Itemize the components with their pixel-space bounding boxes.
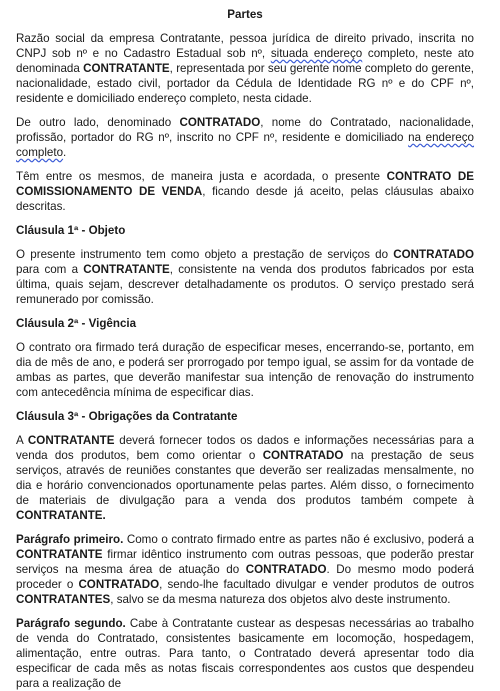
spellcheck-underlined-text: na endereço completo (16, 131, 475, 159)
text-run: Como o contrato firmado entre as partes não é exclusivo, poderá a (123, 533, 474, 546)
text-run: firmar idêntico instrumento com outras pessoas, que poderão prestar serviços na mesma área de atuação do (16, 548, 474, 576)
text-run: O contrato ora firmado terá duração de especificar meses, encerrando-se, portanto, em dia de mês de ano, e poderá ser prorrogado por tempo igual, se assim for da vontade de ambas as partes, que deverão manifestar sua intenção de renovação do instrumento com antecedência mínima de especificar dias. (16, 341, 474, 399)
bold-text: CONTRATANTES (16, 593, 111, 606)
bold-text: CONTRATANTE (83, 263, 170, 276)
bold-text: CONTRATANTE (16, 548, 103, 561)
text-run: . Do mesmo modo poderá proceder o (16, 563, 474, 591)
paragraph-contratante (16, 31, 474, 106)
paragraph-objeto (16, 247, 474, 307)
bold-text: CONTRATO DE COMISSIONAMENTO DE VENDA (16, 170, 474, 198)
bold-text: CONTRATANTE (27, 434, 115, 447)
text-run: , salvo se da mesma natureza dos objetos alvo deste instrumento. (110, 593, 451, 606)
text-run: De outro lado, denominado (16, 116, 180, 129)
text-run: deverá fornecer todos os dados e informações necessárias para a venda dos produtos, bem como orientar o (16, 434, 474, 462)
text-run: completo, neste ato denominada (16, 47, 474, 75)
clause-1-heading: Cláusula 1ª - Objeto (16, 224, 126, 237)
clause-2-heading: Cláusula 2ª - Vigência (16, 317, 137, 330)
bold-text: CONTRATADO (179, 116, 261, 129)
text-run: . (63, 146, 67, 159)
bold-text: CONTRATANTE (83, 62, 170, 75)
clause-3-heading: Cláusula 3ª - Obrigações da Contratante (16, 410, 238, 423)
text-run: , nome do Contratado, nacionalidade, profissão, portador do RG nº, inscrito no CPF nº, residente e domiciliado (16, 116, 474, 144)
text-run: A (16, 434, 28, 447)
paragraph-vigencia (16, 340, 474, 400)
paragraph-label: Parágrafo segundo. (16, 617, 126, 630)
paragraph-obrigacoes (16, 433, 474, 523)
text-run: Têm entre os mesmos, de maneira justa e acordada, o presente (16, 170, 387, 183)
bold-text: CONTRATANTE. (16, 509, 106, 522)
text-run: na prestação de seus serviços, através de reuniões constantes que deverão ser realizadas mensalmente, no dia e horário convencionados oportunamente pelas partes. Além disso, o fornecimento de materiais de divulgação para a venda dos produtos também compete à (16, 449, 474, 507)
document-title: Partes (227, 8, 263, 21)
spellcheck-underlined-text: situada endereço (270, 47, 363, 60)
text-run: , representada por seu gerente nome completo do gerente, nacionalidade, estado civil, portador da Cédula de Identidade RG nº e do CPF nº, residente e domiciliado endereço completo, nesta cidade. (16, 62, 474, 105)
text-run: , sendo-lhe facultado divulgar e vender produtos de outros (159, 578, 474, 591)
text-run: , ficando desde já aceito, pelas cláusulas abaixo descritas. (16, 185, 474, 213)
bold-text: CONTRATADO (245, 563, 327, 576)
bold-text: CONTRATADO (262, 449, 344, 462)
bold-text: CONTRATADO (393, 248, 474, 261)
text-run: Razão social da empresa Contratante, pessoa jurídica de direito privado, inscrita no CNPJ sob nº e no Cadastro Estadual sob nº, (16, 32, 474, 60)
text-run: para com a (16, 263, 84, 276)
bold-text: CONTRATADO (78, 578, 160, 591)
text-run: Cabe à Contratante custear as despesas necessárias ao trabalho de venda do Contratado, consistentes basicamente em locomoção, hospedagem, alimentação, entre outras. Para tanto, o Contratado deverá apresentar todo dia especificar de cada mês as notas fiscais correspondentes aos custos que despendeu para a realização de (16, 617, 474, 690)
paragraph-primeiro (16, 532, 474, 607)
paragraph-contratado (16, 115, 474, 160)
paragraph-segundo (16, 616, 474, 691)
paragraph-label: Parágrafo primeiro. (16, 533, 124, 546)
text-run: , consistente na venda dos produtos fabricados por esta última, quais sejam, descrever detalhadamente os produtos. O serviço prestado será remunerado por comissão. (16, 263, 474, 306)
paragraph-agreement (16, 169, 474, 214)
text-run: O presente instrumento tem como objeto a prestação de serviços do (16, 248, 394, 261)
